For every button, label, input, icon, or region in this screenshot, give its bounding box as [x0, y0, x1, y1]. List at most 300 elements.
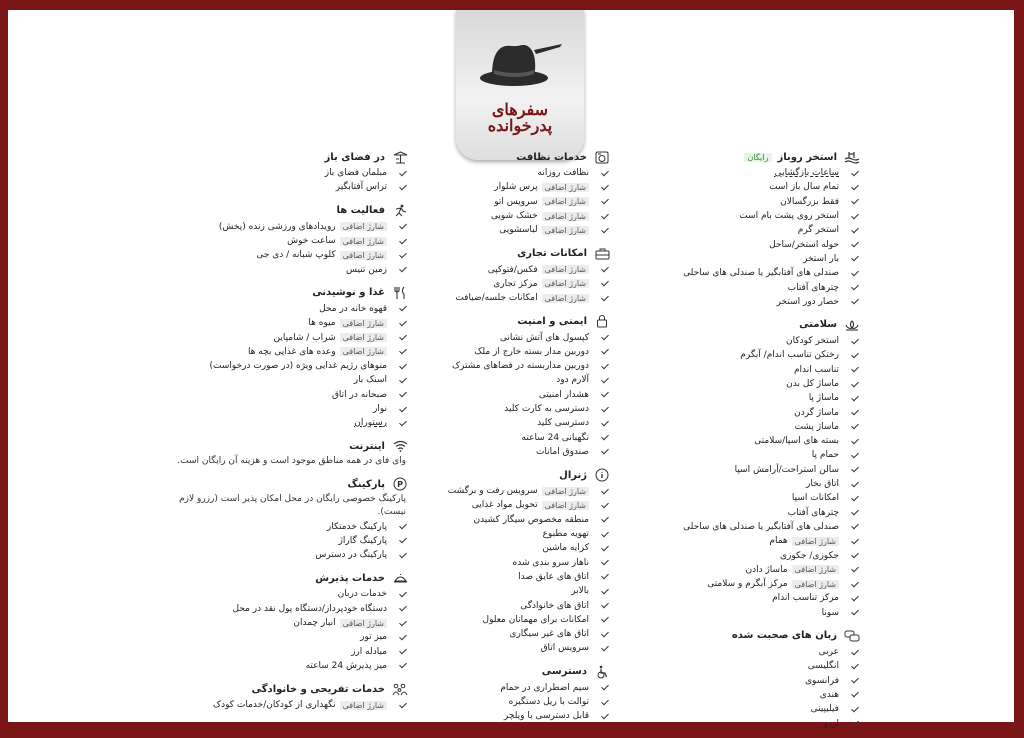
amenity-item: [158, 645, 408, 659]
section-header: [158, 680, 408, 698]
amenity-label: رویدادهای ورزشی زنده (پخش): [218, 221, 336, 232]
amenity-section: [680, 627, 860, 731]
amenity-label: صندوق امانات: [535, 446, 589, 457]
amenity-item: [680, 266, 860, 280]
check-icon: [399, 536, 408, 545]
amenity-label: فکس/فتوکپی: [487, 264, 538, 275]
amenity-item: [420, 513, 610, 527]
amenity-item: [680, 334, 860, 348]
extra-charge-badge: شارژ اضافی: [340, 619, 387, 628]
extra-charge-badge: شارژ اضافی: [542, 197, 589, 206]
amenity-item: [420, 584, 610, 598]
amenity-label: خدمات دربان: [337, 589, 387, 600]
amenity-label: اتاق های عایق صدا: [518, 571, 589, 582]
amenity-label: ماساژ پشت: [794, 421, 839, 432]
check-icon: [601, 644, 610, 653]
amenity-label: نظافت روزانه: [537, 168, 589, 179]
check-icon: [851, 551, 860, 560]
section-title: پارکینگ: [347, 478, 385, 490]
section-title: ایمنی و امنیت: [517, 315, 587, 327]
check-icon: [851, 422, 860, 431]
amenity-item: [680, 688, 860, 702]
amenity-item: [420, 166, 610, 180]
extra-charge-badge: شارژ اضافی: [340, 237, 387, 246]
amenity-label: جکوزی/ جکوزی: [779, 550, 839, 561]
amenity-label: نگهبانی 24 ساعته: [521, 432, 589, 443]
amenity-item: [680, 606, 860, 620]
amenity-item: [680, 434, 860, 448]
check-icon: [601, 601, 610, 610]
amenity-item: [158, 630, 408, 644]
check-icon: [399, 222, 408, 231]
extra-charge-badge: شارژ اضافی: [340, 251, 387, 260]
section-header: [158, 284, 408, 302]
amenity-label: هشدار امنیتی: [538, 389, 589, 400]
amenity-label: میوه ها: [308, 318, 336, 329]
amenity-item: [158, 698, 408, 712]
amenity-label: ماساژ کل بدن: [786, 379, 839, 389]
amenity-item: [420, 262, 610, 276]
amenity-label: فقط بزرگسالان: [780, 196, 839, 207]
extra-charge-badge: شارژ اضافی: [792, 580, 839, 589]
check-icon: [601, 169, 610, 178]
check-icon: [851, 254, 860, 263]
amenities-panel: [8, 10, 1014, 729]
amenity-label: پرس شلوار: [494, 182, 538, 193]
check-icon: [851, 283, 860, 292]
section-title: استخر روباز: [777, 151, 837, 163]
check-icon: [851, 451, 860, 460]
check-icon: [601, 515, 610, 524]
check-icon: [601, 487, 610, 496]
check-icon: [399, 362, 408, 371]
amenity-label: همام: [769, 536, 788, 547]
amenity-label: آلارم دود: [556, 375, 589, 386]
amenity-item: [420, 627, 610, 641]
pool-icon: [844, 150, 860, 164]
amenity-label: امکانات اسپا: [791, 493, 839, 504]
check-icon: [399, 619, 408, 628]
amenity-label: زمین تنیس: [345, 264, 387, 275]
section-title: فعالیت ها: [336, 205, 385, 217]
amenity-item: [158, 262, 408, 276]
cutlery-icon: [392, 286, 408, 300]
amenity-label[interactable]: رستوران: [354, 418, 387, 429]
amenity-item: [420, 373, 610, 387]
amenity-label: صبحانه در اتاق: [331, 389, 387, 400]
amenity-item: [158, 166, 408, 180]
check-icon: [851, 437, 860, 446]
amenity-label: لباسشویی: [499, 225, 538, 236]
amenity-item: [680, 195, 860, 209]
section-title: خدمات نظافت: [516, 151, 587, 163]
check-icon: [851, 337, 860, 346]
amenity-label: حوله استخر/ساحل: [769, 239, 839, 250]
amenities-column-3: [158, 148, 408, 719]
check-icon: [601, 630, 610, 639]
check-icon: [851, 269, 860, 278]
check-icon: [851, 537, 860, 546]
check-icon: [851, 297, 860, 306]
wheelchair-icon: [594, 665, 610, 679]
amenity-section: [158, 437, 408, 468]
amenity-label: رختکن تناسب اندام/ آبگرم: [740, 350, 839, 361]
amenity-item: [420, 209, 610, 223]
amenity-label: مرکز آبگرم و سلامتی: [707, 579, 788, 590]
check-icon: [601, 544, 610, 553]
check-icon: [851, 594, 860, 603]
amenity-item: [158, 534, 408, 548]
amenity-section: [158, 148, 408, 195]
check-icon: [851, 408, 860, 417]
amenity-item: [158, 359, 408, 373]
check-icon: [851, 197, 860, 206]
amenity-label: فرانسوی: [805, 675, 839, 686]
check-icon: [399, 633, 408, 642]
amenity-item: [158, 548, 408, 562]
amenity-label: حصار دور استخر: [776, 296, 839, 307]
check-icon: [851, 394, 860, 403]
amenity-label: میز تور: [360, 632, 387, 643]
amenity-item: [420, 195, 610, 209]
extra-charge-badge: شارژ اضافی: [542, 279, 589, 288]
check-icon: [851, 240, 860, 249]
free-badge: رایگان: [744, 153, 771, 162]
amenity-item: [680, 223, 860, 237]
section-header: [420, 244, 610, 262]
check-icon: [851, 212, 860, 221]
amenity-item: [158, 248, 408, 262]
check-icon: [851, 662, 860, 671]
check-icon: [851, 565, 860, 574]
svg-text:P: P: [397, 480, 403, 490]
section-header: [158, 437, 408, 455]
amenity-label: بسته های اسپا/سلامتی: [754, 436, 839, 447]
check-icon: [601, 558, 610, 567]
amenity-item: [420, 681, 610, 695]
amenity-item: [680, 477, 860, 491]
brand-logo[interactable]: [456, 10, 584, 160]
amenity-item: [420, 527, 610, 541]
amenity-item: [420, 570, 610, 584]
extra-charge-badge: شارژ اضافی: [542, 183, 589, 192]
check-icon: [399, 265, 408, 274]
amenity-label: مرکز تجاری: [493, 278, 538, 289]
amenity-label[interactable]: ساعات بازگشایی: [774, 168, 839, 179]
info-icon: [594, 468, 610, 482]
section-header: [680, 316, 860, 334]
amenity-label: اتاق های خانوادگی: [520, 600, 589, 611]
amenity-label: چترهای آفتاب: [787, 507, 839, 518]
brand-text: سفرهای پدرخوانده: [487, 100, 553, 135]
amenity-label: توالت با ریل دستگیره: [508, 697, 589, 708]
amenity-item: [420, 541, 610, 555]
amenity-item: [680, 448, 860, 462]
amenity-label: اسنک بار: [353, 375, 387, 386]
amenity-label: دسترسی کلید: [537, 418, 589, 429]
amenity-label: سیم اضطراری در حمام: [500, 682, 589, 693]
check-icon: [399, 376, 408, 385]
amenity-label: دستگاه خودپرداز/دستگاه پول نقد در محل: [232, 603, 387, 614]
check-icon: [399, 251, 408, 260]
check-icon: [399, 701, 408, 710]
section-header: [158, 148, 408, 166]
amenity-label: ماساژ پا: [808, 393, 839, 404]
amenity-label: سرویس رفت و برگشت: [447, 486, 538, 497]
amenity-item: [680, 645, 860, 659]
amenity-item: [680, 563, 860, 577]
amenity-item: [420, 330, 610, 344]
amenity-label: مرکز تناسب اندام: [772, 593, 839, 604]
check-icon: [601, 333, 610, 342]
check-icon: [399, 661, 408, 670]
amenity-item: [420, 484, 610, 498]
parking-icon: [392, 477, 408, 491]
section-header: [420, 148, 610, 166]
amenity-label: بالابر: [571, 586, 589, 597]
amenity-item: [420, 709, 610, 723]
amenity-label: پارکینگ خدمتکار: [326, 521, 387, 532]
check-icon: [601, 572, 610, 581]
amenity-item: [420, 556, 610, 570]
amenity-item: [158, 373, 408, 387]
chat-icon: [844, 629, 860, 643]
section-title: در فضای باز: [324, 151, 385, 163]
check-icon: [601, 712, 610, 721]
briefcase-icon: [594, 246, 610, 260]
amenity-label: تناسب اندام: [793, 364, 839, 375]
amenity-item: [680, 716, 860, 730]
amenity-item: [158, 302, 408, 316]
check-icon: [601, 294, 610, 303]
amenity-label: فیلیپینی: [810, 704, 839, 715]
check-icon: [601, 197, 610, 206]
check-icon: [851, 608, 860, 617]
outdoor-icon: [392, 150, 408, 164]
check-icon: [399, 183, 408, 192]
amenity-label: استخر کودکان: [786, 336, 839, 347]
amenity-item: [680, 674, 860, 688]
amenity-item: [420, 598, 610, 612]
check-icon: [851, 705, 860, 714]
check-icon: [399, 647, 408, 656]
amenity-label: حمام پا: [811, 450, 839, 461]
section-header: [420, 663, 610, 681]
amenity-label: تحویل مواد غذایی: [471, 500, 538, 511]
amenity-item: [420, 613, 610, 627]
amenity-label: سرویس اتو: [494, 196, 538, 207]
amenity-item: [680, 405, 860, 419]
section-title: زبان های صحبت شده: [731, 630, 837, 642]
check-icon: [601, 405, 610, 414]
check-icon: [601, 376, 610, 385]
amenity-label: سالن استراحت/آرامش اسپا: [734, 464, 839, 475]
amenity-label: قهوه خانه در محل: [319, 303, 387, 314]
amenity-item: [680, 591, 860, 605]
amenity-section: [158, 569, 408, 673]
check-icon: [399, 390, 408, 399]
amenity-item: [680, 363, 860, 377]
check-icon: [851, 351, 860, 360]
extra-charge-badge: شارژ اضافی: [340, 333, 387, 342]
check-icon: [851, 494, 860, 503]
amenity-label: کرایه ماشین: [542, 543, 589, 554]
amenity-label: اردو: [823, 718, 839, 729]
check-icon: [851, 480, 860, 489]
amenity-item: [158, 234, 408, 248]
check-icon: [851, 226, 860, 235]
amenity-item: [420, 291, 610, 305]
amenity-section: [680, 316, 860, 620]
check-icon: [601, 279, 610, 288]
amenity-item: [158, 388, 408, 402]
amenity-label: ماساژ گردن: [794, 407, 839, 418]
amenity-item: [420, 641, 610, 655]
check-icon: [399, 419, 408, 428]
amenity-label: سونا: [821, 607, 839, 618]
check-icon: [601, 419, 610, 428]
amenity-item: [420, 695, 610, 709]
amenity-label: سرویس اتاق: [540, 643, 589, 654]
amenity-item: [420, 498, 610, 512]
amenity-item: [420, 445, 610, 459]
extra-charge-badge: شارژ اضافی: [542, 487, 589, 496]
wifi-icon: [392, 439, 408, 453]
amenity-item: [420, 180, 610, 194]
section-title: امکانات تجاری: [517, 247, 587, 259]
amenity-item: [680, 420, 860, 434]
amenity-label: صندلی های آفتابگیر یا صندلی های ساحلی: [683, 521, 839, 532]
check-icon: [851, 676, 860, 685]
section-header: [680, 627, 860, 645]
check-icon: [399, 405, 408, 414]
check-icon: [851, 648, 860, 657]
amenity-item: [420, 345, 610, 359]
amenity-item: [420, 388, 610, 402]
check-icon: [601, 587, 610, 596]
amenity-item: [158, 602, 408, 616]
amenity-item: [680, 209, 860, 223]
amenity-label: بار استخر: [803, 253, 839, 264]
check-icon: [601, 265, 610, 274]
amenity-label: وعده های غذایی بچه ها: [247, 346, 336, 357]
check-icon: [601, 501, 610, 510]
check-icon: [399, 169, 408, 178]
amenity-label: دوربین مداربسته در فضاهای مشترک: [451, 361, 589, 372]
amenity-item: [680, 166, 860, 180]
amenity-item: [680, 348, 860, 362]
check-icon: [601, 447, 610, 456]
amenity-label: انگلیسی: [807, 661, 839, 672]
amenity-item: [158, 616, 408, 630]
amenity-item: [158, 330, 408, 344]
amenity-section: [680, 148, 860, 309]
extra-charge-badge: شارژ اضافی: [340, 222, 387, 231]
amenity-label: انبار چمدان: [293, 618, 336, 629]
amenity-item: [420, 277, 610, 291]
section-header: [158, 569, 408, 587]
section-title: خدمات تفریحی و خانوادگی: [251, 683, 385, 695]
amenity-item: [680, 659, 860, 673]
amenity-label: شراب / شامپاین: [273, 332, 336, 343]
check-icon: [851, 580, 860, 589]
amenity-item: [680, 520, 860, 534]
check-icon: [851, 690, 860, 699]
extra-charge-badge: شارژ اضافی: [792, 565, 839, 574]
check-icon: [851, 169, 860, 178]
check-icon: [851, 719, 860, 728]
amenity-item: [680, 280, 860, 294]
spa-icon: [844, 318, 860, 332]
check-icon: [851, 522, 860, 531]
section-note: پارکینگ خصوصی رایگان در محل امکان پذیر است (رزرو لازم نیست).: [179, 494, 406, 518]
amenity-label: نگهداری از کودکان/خدمات کودک: [213, 700, 336, 711]
amenity-item: [680, 548, 860, 562]
amenity-label: امکانات جلسه/ضیافت: [455, 293, 538, 304]
section-header: [158, 202, 408, 220]
amenity-item: [158, 402, 408, 416]
section-note: وای فای در همه مناطق موجود است و هزینه آن رایگان است.: [177, 456, 406, 467]
section-title: دسترسی: [541, 666, 587, 678]
amenity-item: [680, 463, 860, 477]
amenity-label: مبادله ارز: [351, 646, 387, 657]
amenity-section: [420, 244, 610, 305]
amenity-label: تمام سال باز است: [769, 182, 839, 193]
extra-charge-badge: شارژ اضافی: [542, 212, 589, 221]
amenity-label: ناهار سرو بندی شده: [512, 557, 589, 568]
amenity-section: [420, 466, 610, 656]
extra-charge-badge: شارژ اضافی: [340, 347, 387, 356]
amenity-label: خشک شویی: [490, 211, 538, 222]
amenity-label: تراس آفتابگیر: [335, 182, 387, 193]
amenity-label: چترهای آفتاب: [787, 282, 839, 293]
check-icon: [601, 226, 610, 235]
extra-charge-badge: شارژ اضافی: [542, 501, 589, 510]
check-icon: [601, 390, 610, 399]
activity-icon: [392, 204, 408, 218]
section-header: [158, 475, 408, 493]
amenities-column-2: [420, 148, 610, 731]
amenity-label: کپسول های آتش نشانی: [499, 332, 589, 343]
amenity-label: قابل دسترسی با ویلچر: [503, 711, 589, 722]
amenity-item: [680, 702, 860, 716]
amenity-item: [420, 223, 610, 237]
check-icon: [399, 237, 408, 246]
family-icon: [392, 682, 408, 696]
amenity-label: امکانات برای مهمانان معلول: [482, 614, 589, 625]
amenity-label: پارکینگ در دسترس: [315, 550, 387, 561]
amenity-label: کلوپ شبانه / دی جی: [256, 250, 336, 261]
amenity-label: مبلمان فضای باز: [324, 168, 387, 179]
amenity-label: دوربین مدار بسته خارج از ملک: [474, 346, 589, 357]
amenity-item: [680, 491, 860, 505]
amenity-item: [158, 519, 408, 533]
reception-icon: [392, 571, 408, 585]
amenity-label: پارکینگ گاراژ: [338, 535, 387, 546]
amenity-item: [420, 416, 610, 430]
amenity-label: عربی: [818, 647, 839, 658]
check-icon: [851, 365, 860, 374]
amenity-label: استخر روی پشت بام است: [739, 211, 839, 222]
check-icon: [601, 347, 610, 356]
check-icon: [601, 530, 610, 539]
amenity-section: [158, 202, 408, 277]
amenity-label: منطقه مخصوص سیگار کشیدن: [473, 514, 589, 525]
check-icon: [851, 508, 860, 517]
amenity-item: [158, 220, 408, 234]
section-title: ژنرال: [559, 469, 587, 481]
check-icon: [399, 590, 408, 599]
